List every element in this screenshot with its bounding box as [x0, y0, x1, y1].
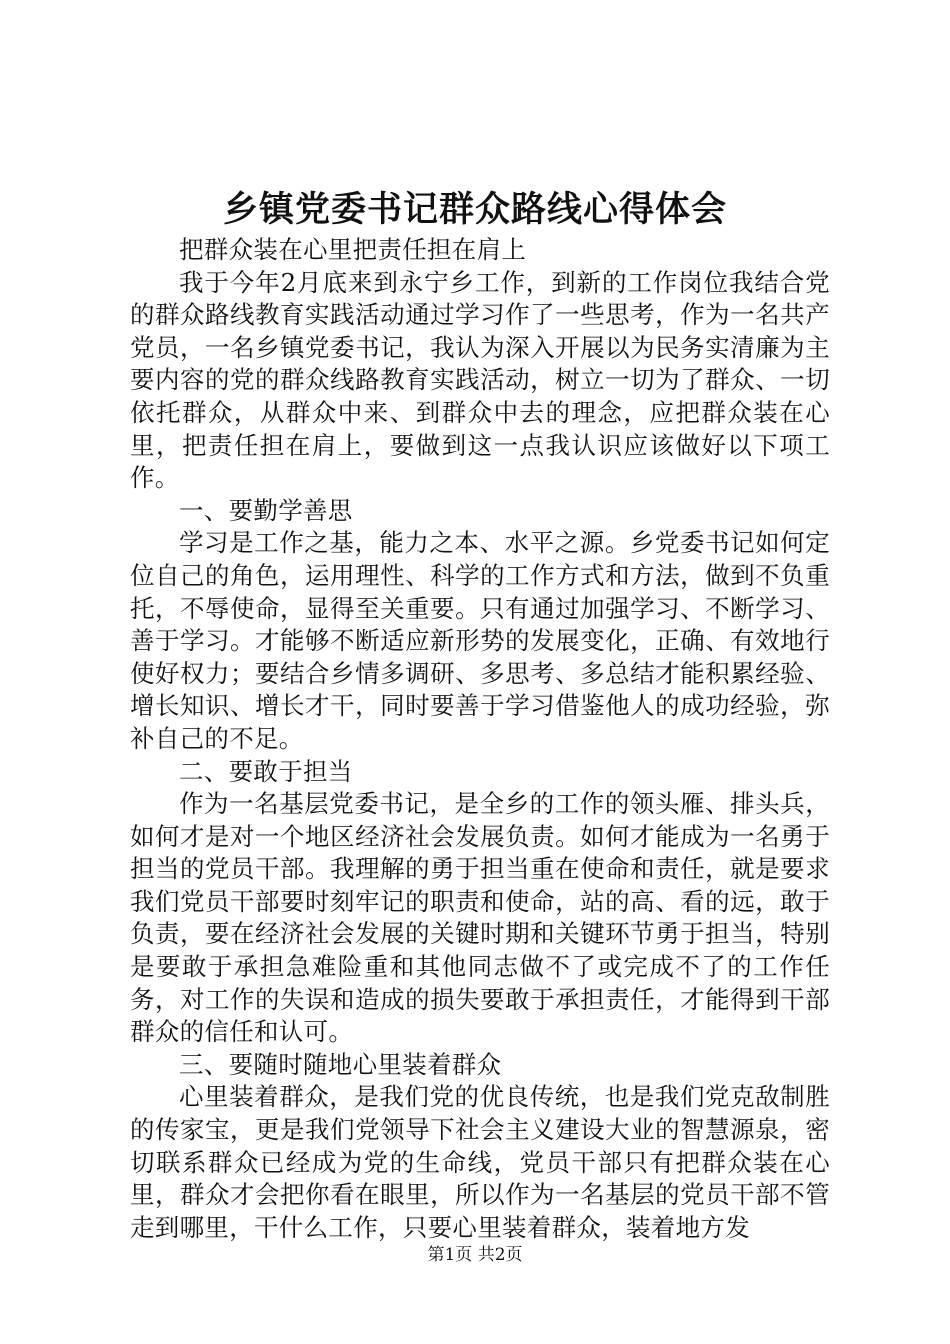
- document-body: [130, 234, 830, 1244]
- document-title: 乡镇党委书记群众路线心得体会: [222, 189, 727, 230]
- section-heading-2: 二、要敢于担当: [179, 756, 353, 786]
- paragraph-1: 学习是工作之基，能力之本、水平之源。乡党委书记如何定位自己的角色，运用理性、科学的工作方式和方法，做到不负重托，不辱使命，显得至关重要。只有通过加强学习、不断学习、善于学习。才能够不断适应新形势的发展变化，正确、有效地行使好权力；要结合乡情多调研、多思考、多总结才能积累经验、增长知识、增长才干，同时要善于学习借鉴他人的成功经验，弥补自己的不足。: [130, 528, 830, 753]
- page-footer: 第1页 共2页: [427, 1245, 523, 1265]
- paragraph-intro: 我于今年2月底来到永宁乡工作，到新的工作岗位我结合党的群众路线教育实践活动通过学习作了一些思考，作为一名共产党员，一名乡镇党委书记，我认为深入开展以为民务实清廉为主要内容的党的群众线路教育实践活动，树立一切为了群众、一切依托群众，从群众中来、到群众中去的理念，应把群众装在心里，把责任担在肩上，要做到这一点我认识应该做好以下项工作。: [130, 267, 830, 493]
- paragraph-3: 心里装着群众，是我们党的优良传统，也是我们党克敌制胜的传家宝，更是我们党领导下社会主义建设大业的智慧源泉，密切联系群众已经成为党的生命线，党员干部只有把群众装在心里，群众才会把你看在眼里，所以作为一名基层的党员干部不管走到哪里，干什么工作，只要心里装着群众，装着地方发: [130, 1082, 830, 1242]
- paragraph-2: 作为一名基层党委书记，是全乡的工作的领头雁、排头兵，如何才是对一个地区经济社会发展负责。如何才能成为一名勇于担当的党员干部。我理解的勇于担当重在使命和责任，就是要求我们党员干部要时刻牢记的职责和使命，站的高、看的远，敢于负责，要在经济社会发展的关键时期和关键环节勇于担当，特别是要敢于承担急难险重和其他同志做不了或完成不了的工作任务，对工作的失误和造成的损失要敢于承担责任，才能得到干部群众的信任和认可。: [130, 789, 830, 1047]
- section-heading-1: 一、要勤学善思: [179, 495, 353, 525]
- section-heading-3: 三、要随时随地心里装着群众: [179, 1049, 502, 1079]
- section-heading-intro: 把群众装在心里把责任担在肩上: [179, 235, 527, 264]
